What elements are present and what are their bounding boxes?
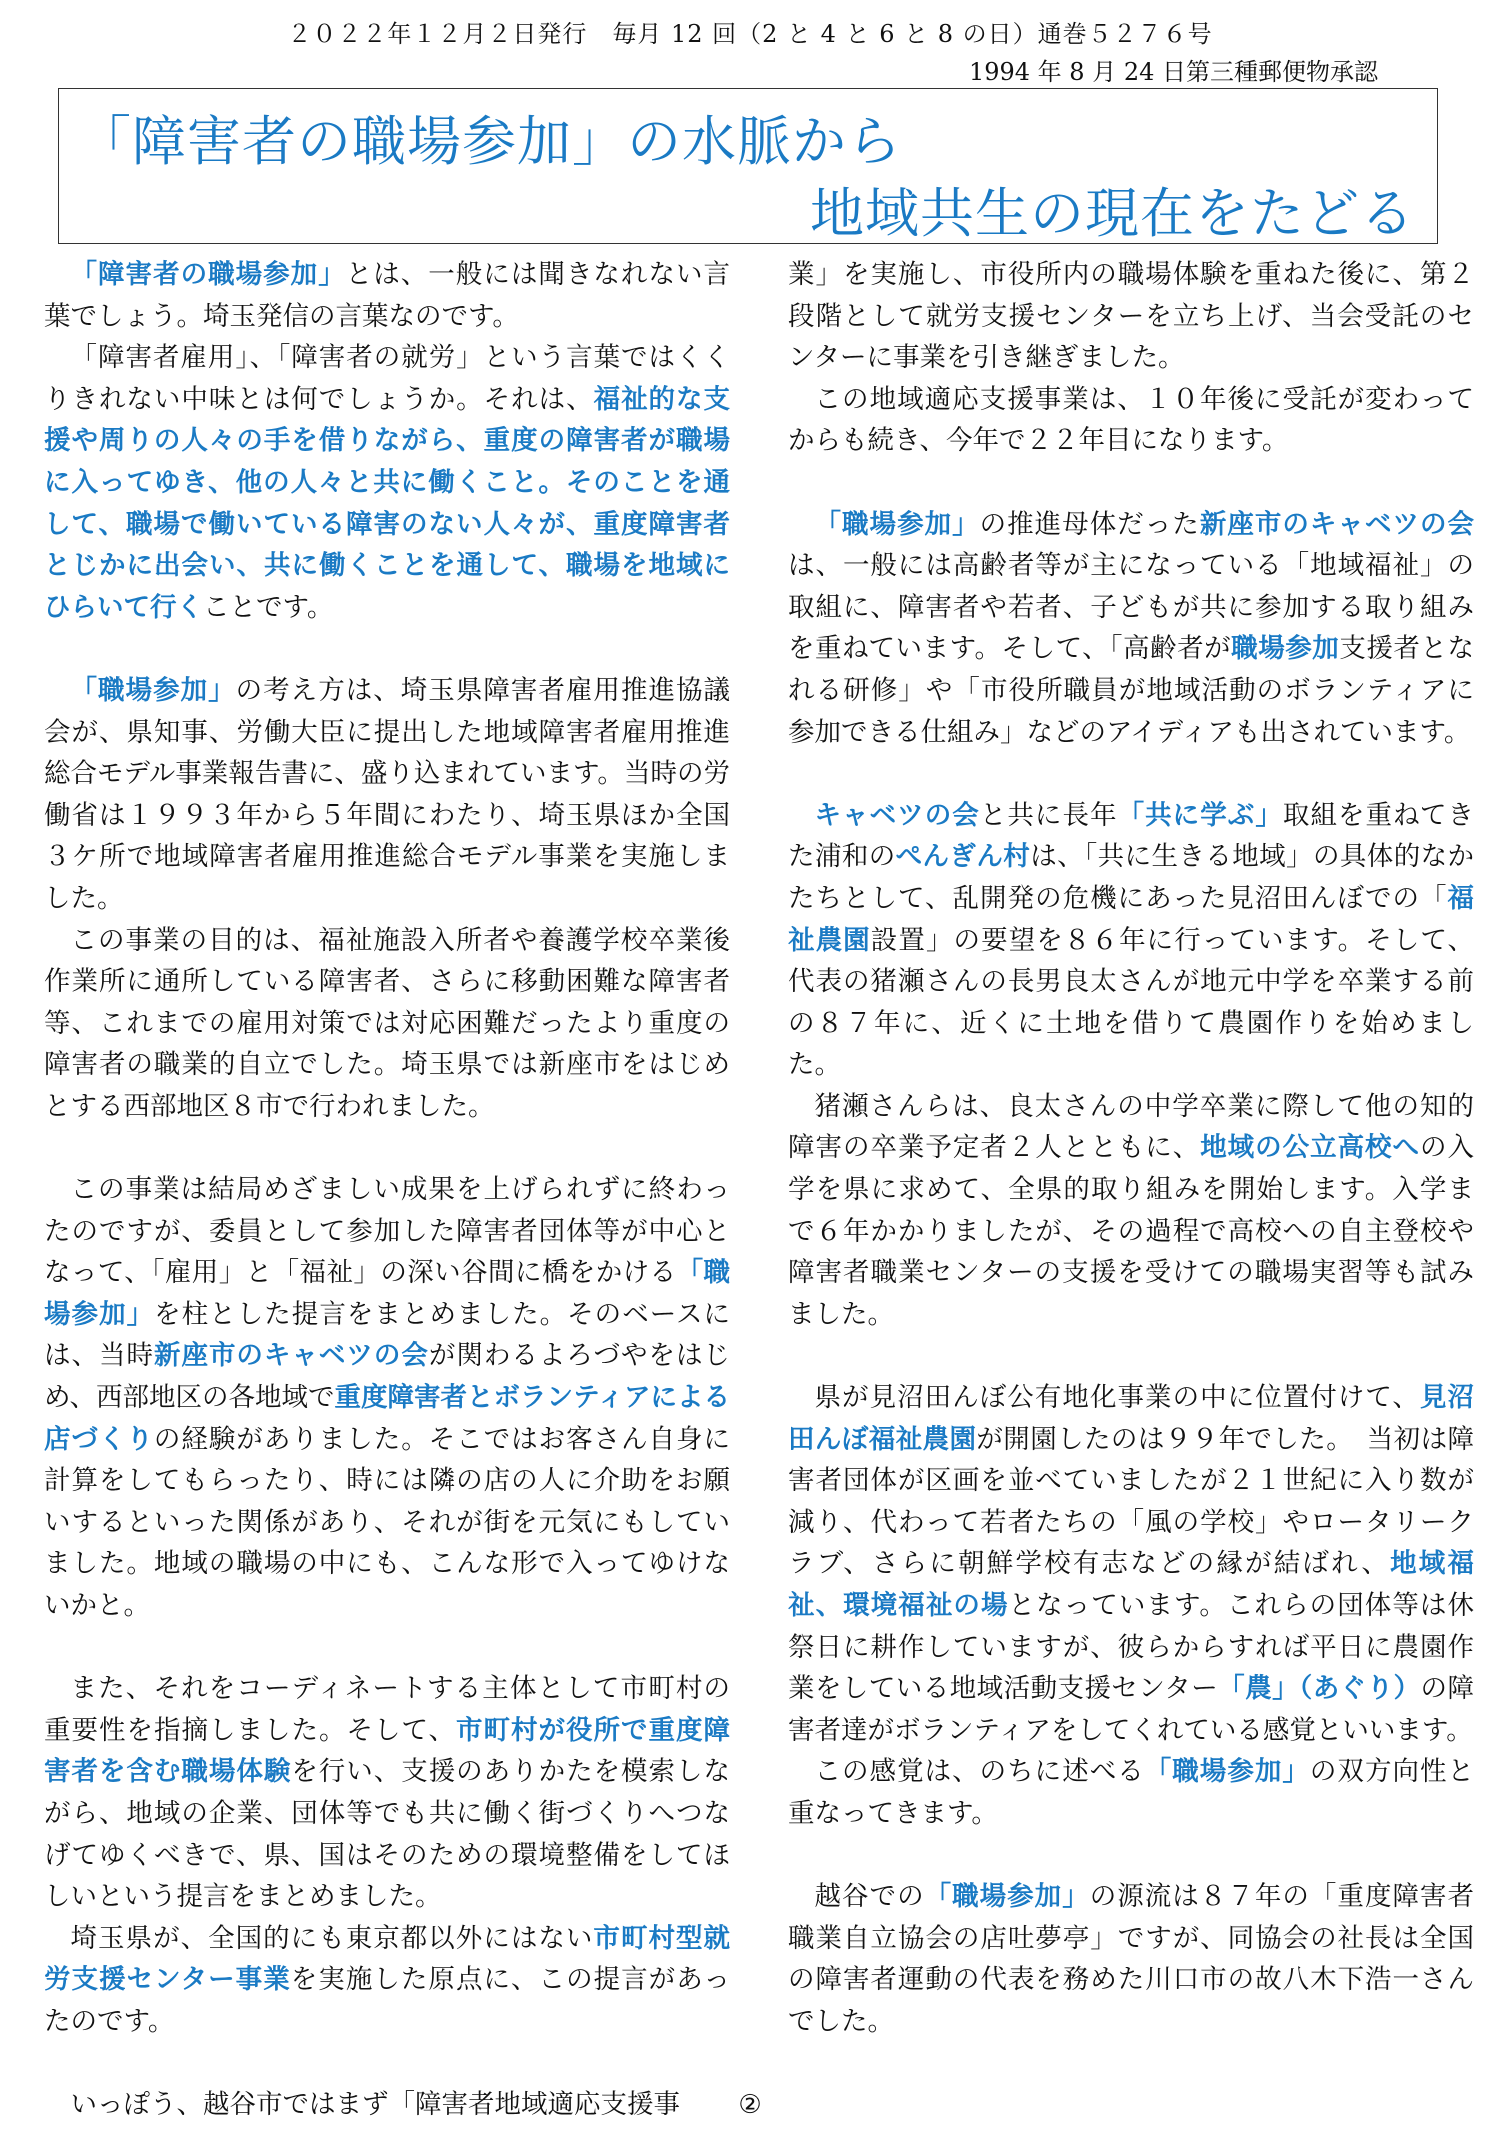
body-text: この事業は結局めざましい成果を上げられずに終わったのですが、委員として参加した障害者団体等が中心となって、「雇用」と「福祉」の深い谷間に橋をかける (44, 1174, 730, 1289)
body-text: が関わるよろづやをはじめ、西部地区の各地域で (44, 1340, 731, 1414)
page-number: ② (738, 2090, 762, 2120)
highlighted-text: 市町村型就労支援センター事業 (44, 1922, 731, 1996)
paragraph (44, 1668, 730, 1918)
issue-line: ２０２２年１２月２日発行 毎月 12 回（2 と 4 と 6 と 8 の日）通巻５２７６号 (287, 20, 1213, 48)
body-text: の入学を県に求めて、全県的取り組みを開始します。入学まで６年かかりましたが、その過程で高校への自主登校や障害者職業センターの支援を受けての職場実習等も試みました。 (788, 1132, 1475, 1330)
body-text: 支援者となれる研修」や「市役所職員が地域活動のボランティアに参加できる仕組み」などのアイディアも出されています。 (788, 633, 1475, 748)
body-text: 取組を重ねてきた浦和の (788, 799, 1475, 873)
body-text: が開園したのは９９年でした。 当初は障害者団体が区画を並べていましたが２１世紀に入り数が減り、代わって若者たちの「風の学校」やロータリークラブ、さらに朝鮮学校有志などの縁が結ばれ、 (788, 1423, 1475, 1580)
highlighted-text: 福祉農園 (788, 882, 1474, 956)
paragraph (788, 1876, 1474, 2042)
body-text: を柱とした提言をまとめました。そのベースには、当時 (44, 1298, 730, 1372)
highlighted-text: 見沼田んぼ福祉農園 (788, 1382, 1474, 1455)
paragraph-gap (44, 1627, 730, 1669)
paragraph (788, 1751, 1474, 1834)
title-line-2: 地域共生の現在をたどる (810, 182, 1415, 245)
highlighted-text: 新座市のキャベツの会 (1199, 508, 1475, 540)
paragraph (44, 920, 730, 1128)
highlighted-text: 「職場参加」 (70, 674, 236, 706)
title-line-1: 「障害者の職場参加」の水脈から (77, 110, 902, 173)
paragraph (44, 254, 730, 337)
body-text: 猪瀬さんらは、良太さんの中学卒業に際して他の知的障害の卒業予定者２人とともに、 (788, 1090, 1474, 1164)
body-text: の源流は８７年の「重度障害者職業自立協会の店吐夢亭」ですが、同協会の社長は全国の障害者運動の代表を務めた川口市の故八木下浩一さんでした。 (788, 1881, 1475, 2037)
paragraph (788, 254, 1474, 379)
body-text: いっぽう、越谷市ではまず「障害者地域適応支援事 (70, 2089, 680, 2121)
left-column (44, 254, 731, 2121)
highlighted-text: ぺんぎん村 (895, 841, 1031, 873)
highlighted-text: 福祉的な支援や周りの人々の手を借りながら、重度の障害者が職場に入ってゆき、他の人々と共に働くこと。そのことを通して、職場で働いている障害のない人々が、重度障害者とじかに出会い、共に働くことを通して、職場を地域にひらいて行く (44, 383, 731, 623)
paragraph (788, 795, 1474, 1086)
paragraph (788, 1086, 1474, 1336)
highlighted-text: 「共に学ぶ」 (1117, 799, 1283, 831)
paragraph-gap (44, 2043, 730, 2085)
highlighted-text: 「農」（あぐり） (1218, 1673, 1421, 1705)
highlighted-text: 新座市のキャベツの会 (153, 1340, 429, 1372)
paragraph (44, 1169, 730, 1627)
highlighted-text: 「職場参加」 (814, 508, 980, 540)
paragraph-gap (44, 628, 730, 670)
title-box (58, 88, 1438, 244)
body-text: の障害者達がボランティアをしてくれている感覚といいます。 (788, 1673, 1474, 1746)
body-text: この地域適応支援事業は、１０年後に受託が変わってからも続き、今年で２２年目になります。 (788, 383, 1474, 457)
body-text: 埼玉県が、全国的にも東京都以外にはない (70, 1922, 594, 1954)
paragraph-gap (44, 1127, 730, 1169)
body-text: とは、一般には聞きなれない言葉でしょう。埼玉発信の言葉なのです。 (44, 259, 731, 332)
paragraph (44, 337, 730, 628)
body-text: この感覚は、のちに述べる (814, 1756, 1145, 1788)
highlighted-text: 地域福祉、環境福祉の場 (788, 1548, 1474, 1621)
highlighted-text: 職場参加 (1231, 633, 1340, 665)
body-text: の経験がありました。そこではお客さん自身に計算をしてもらったり、時には隣の店の人に介助をお願いするといった関係があり、それが街を元気にもしていました。地域の職場の中にも、こんな形で入ってゆけないかと。 (44, 1423, 731, 1621)
paragraph (788, 1377, 1474, 1751)
body-text: は、一般には高齢者等が主になっている「地域福祉」の取組に、障害者や若者、子どもが共に参加する取り組みを重ねています。そして、「高齢者が (788, 550, 1474, 665)
highlighted-text: 「職場参加」 (924, 1881, 1090, 1913)
paragraph-gap (788, 753, 1474, 795)
paragraph-gap (788, 462, 1474, 504)
body-text: 設置」の要望を８６年に行っています。そして、代表の猪瀬さんの長男良太さんが地元中学を卒業する前の８７年に、近くに土地を借りて農園作りを始めました。 (788, 924, 1475, 1081)
highlighted-text: 「職場参加」 (1144, 1756, 1310, 1788)
highlighted-text: 重度障害者とボランティアによる店づくり (44, 1382, 730, 1455)
body-text: 越谷での (814, 1881, 925, 1913)
body-text: の双方向性と重なってきます。 (788, 1756, 1475, 1829)
paragraph (44, 1918, 730, 2043)
paragraph (788, 504, 1474, 754)
highlighted-text: 地域の公立高校へ (1200, 1132, 1421, 1164)
paragraph-gap (788, 1335, 1474, 1377)
body-text: ことです。 (203, 591, 334, 623)
highlighted-text: 市町村が役所で重度障害者を含む職場体験 (44, 1714, 730, 1788)
body-text: となっています。これらの団体等は休祭日に耕作していますが、彼らからすれば平日に農園作業をしている地域活動支援センター (788, 1590, 1474, 1705)
body-text: の推進母体だった (979, 508, 1200, 540)
highlighted-text: 「職場参加」 (44, 1257, 730, 1330)
body-text: また、それをコーディネートする主体として市町村の重要性を指摘しました。そして、 (44, 1673, 730, 1746)
body-text: を実施した原点に、この提言があったのです。 (44, 1964, 730, 2037)
body-text: この事業の目的は、福祉施設入所者や養護学校卒業後作業所に通所している障害者、さらに移動困難な障害者等、これまでの雇用対策では対応困難だったより重度の障害者の職業的自立でした。埼玉県では新座市をはじめとする西部地区８市で行われました。 (44, 924, 730, 1122)
highlighted-text: 「障害者の職場参加」 (70, 259, 346, 290)
right-column (788, 254, 1474, 2089)
highlighted-text: キャベツの会 (814, 799, 980, 831)
body-text: の考え方は、埼玉県障害者雇用推進協議会が、県知事、労働大臣に提出した地域障害者雇用推進総合モデル事業報告書に、盛り込まれています。当時の労働省は１９９３年から５年間にわたり、埼玉県ほか全国３ケ所で地域障害者雇用推進総合モデル事業を実施しました。 (44, 674, 731, 914)
body-text: を行い、支援のありかたを模索しながら、地域の企業、団体等でも共に働く街づくりへつなげてゆくべきで、県、国はそのための環境整備をしてほしいという提言をまとめました。 (44, 1756, 730, 1913)
body-text: 「障害者雇用」、「障害者の就労」という言葉ではくくりきれない中味とは何でしょうか。それは、 (44, 342, 730, 415)
postal-permit-line: 1994 年 8 月 24 日第三種郵便物承認 (968, 58, 1378, 86)
paragraph (788, 379, 1474, 462)
body-text: 業」を実施し、市役所内の職場体験を重ねた後に、第２段階として就労支援センターを立ち上げ、当会受託のセンターに事業を引き継ぎました。 (788, 259, 1474, 374)
body-text: は、「共に生きる地域」の具体的なかたちとして、乱開発の危機にあった見沼田んぼでの「 (788, 841, 1475, 914)
paragraph (44, 670, 730, 920)
body-text: と共に長年 (979, 799, 1118, 831)
paragraph-gap (788, 1835, 1474, 1877)
body-text: 県が見沼田んぼ公有地化事業の中に位置付けて、 (814, 1382, 1420, 1414)
